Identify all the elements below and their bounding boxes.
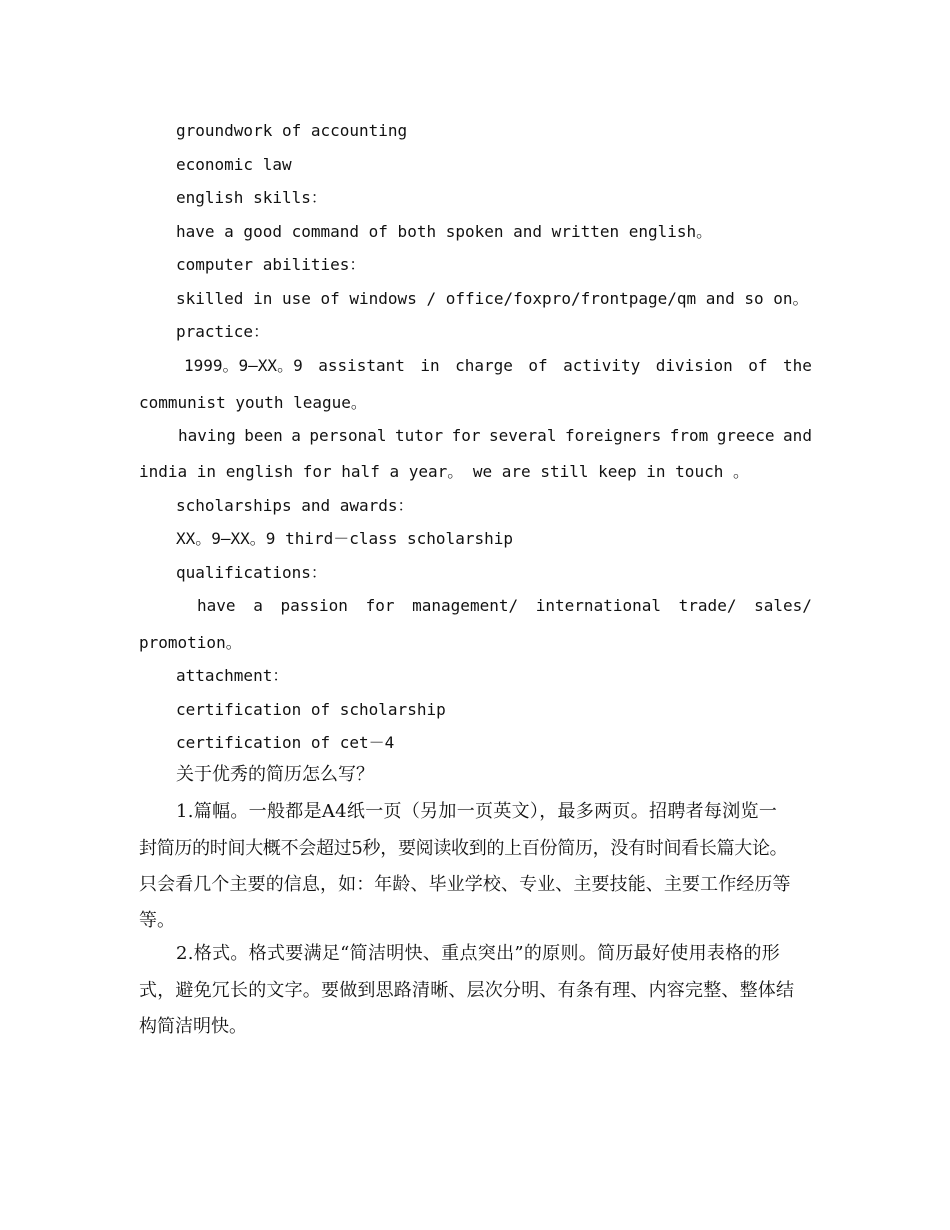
word: activity [563, 356, 641, 375]
word: international [535, 596, 661, 615]
practice-item-2-line-1 [178, 426, 812, 446]
word: passion [280, 596, 348, 615]
course-economic-law: economic law [176, 155, 292, 174]
word: a [291, 426, 301, 445]
scholarships-heading: scholarships and awards： [176, 496, 414, 515]
word: trade/ [678, 596, 737, 615]
advice-p2-line-2: 式，避免冗长的文字。要做到思路清晰、层次分明、有条有理、内容完整、整体结 [139, 980, 795, 1001]
word: assistant [318, 356, 405, 375]
course-accounting: groundwork of accounting [176, 121, 408, 140]
advice-p1-line-3: 只会看几个主要的信息，如：年龄、毕业学校、专业、主要技能、主要工作经历等 [139, 874, 791, 895]
word: division [655, 356, 733, 375]
advice-p1-line-4: 等。 [139, 910, 175, 931]
attachment-item-scholarship: certification of scholarship [176, 700, 446, 719]
word: been [244, 426, 283, 445]
word: management/ [412, 596, 519, 615]
word: from [669, 426, 709, 445]
word: charge [455, 356, 513, 375]
word: of [528, 356, 548, 375]
qualifications-line-1 [197, 596, 812, 616]
word: sales/ [754, 596, 812, 615]
word: greece [716, 426, 775, 445]
advice-p1-line-1: 1.篇幅。一般都是A4纸一页（另加一页英文），最多两页。招聘者每浏览一 [176, 801, 778, 822]
word: having [178, 426, 236, 445]
word: in [420, 356, 440, 375]
qualifications-heading: qualifications： [176, 563, 327, 582]
word: several [489, 426, 557, 445]
word: of [748, 356, 768, 375]
qualifications-line-2: promotion。 [139, 633, 242, 652]
advice-p2-line-3: 构简洁明快。 [139, 1016, 247, 1037]
scholarship-text: XX。9—XX。9 third－class scholarship [176, 529, 513, 548]
advice-p1-line-2: 封简历的时间大概不会超过5秒，要阅读收到的上百份简历，没有时间看长篇大论。 [139, 838, 788, 859]
computer-abilities-heading: computer abilities： [176, 255, 366, 274]
word: 1999。9—XX。9 [184, 356, 303, 375]
attachment-item-cet4: certification of cet－4 [176, 733, 395, 752]
computer-abilities-text: skilled in use of windows / office/foxpro/frontpage/qm and so on。 [176, 289, 809, 308]
practice-item-2-line-2: india in english for half a year。 we are still keep in touch 。 [139, 462, 749, 481]
practice-item-1-line-2: communist youth league。 [139, 393, 367, 412]
practice-heading: practice： [176, 322, 270, 341]
advice-question: 关于优秀的简历怎么写？ [176, 764, 374, 785]
word: for [451, 426, 481, 445]
word: a [253, 596, 263, 615]
word: foreigners [564, 426, 662, 445]
word: for [365, 596, 395, 615]
attachment-heading: attachment： [176, 666, 289, 685]
english-skills-text: have a good command of both spoken and written english。 [176, 222, 713, 241]
word: have [197, 596, 236, 615]
word: and [783, 426, 812, 445]
word: personal [309, 426, 387, 445]
english-skills-heading: english skills： [176, 188, 327, 207]
word: the [783, 356, 812, 375]
word: tutor [394, 426, 444, 445]
advice-p2-line-1: 2.格式。格式要满足“简洁明快、重点突出”的原则。简历最好使用表格的形 [176, 943, 781, 964]
practice-item-1-line-1 [184, 356, 812, 376]
